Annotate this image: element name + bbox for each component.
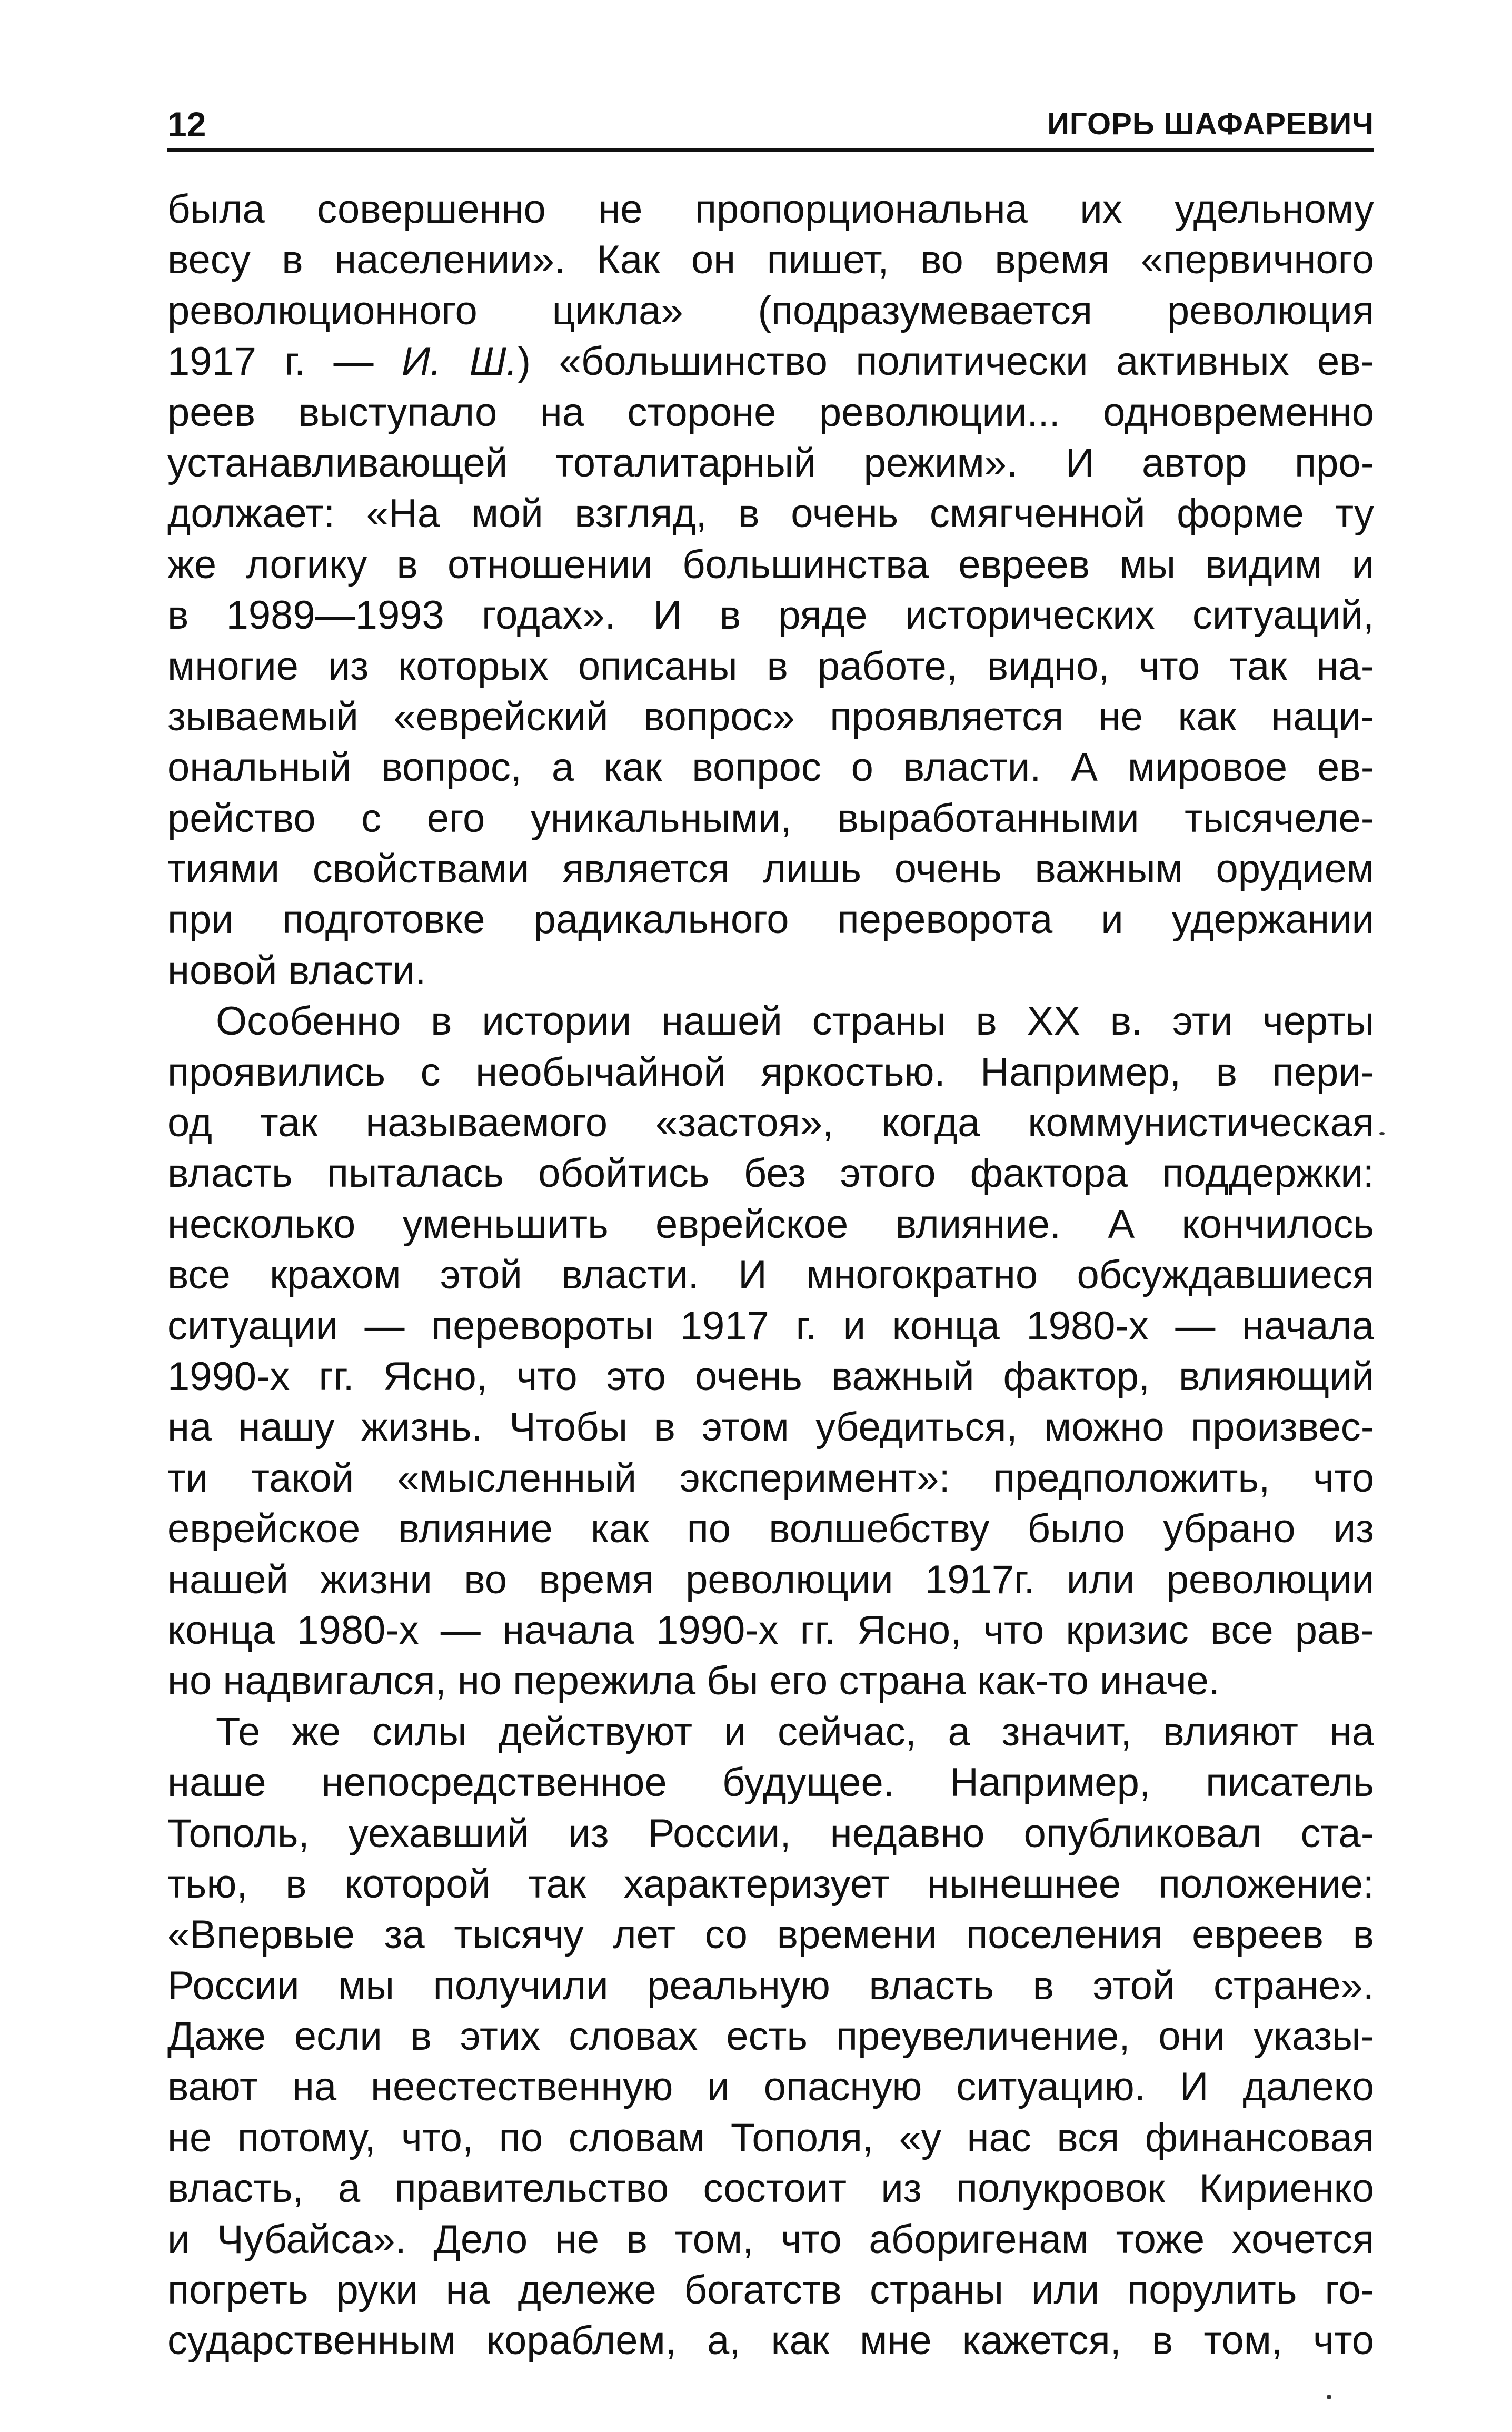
paragraph [167,996,1374,1706]
text-run: ) «большинство политически активных ев- [517,339,1374,384]
text-line: тью, в которой так характеризует нынешнее положение: [167,1861,1374,1907]
text-line: весу в населении». Как он пишет, во время «первичного [167,237,1374,283]
italic-run: И. Ш. [401,339,518,384]
text-line: тиями свойствами является лишь очень важным орудием [167,847,1374,892]
text-line: многие из которых описаны в работе, видно, что так на- [167,643,1374,689]
text-line: власть пыталась обойтись без этого фактора поддержки: [167,1151,1374,1196]
body-text [167,184,1374,2367]
text-line: проявились с необычайной яркостью. Например, в пери- [167,1049,1374,1095]
text-line: 1990-х гг. Ясно, что это очень важный фактор, влияющий [167,1354,1374,1399]
page-header [167,100,1374,152]
text-line: устанавливающей тоталитарный режим». И автор про- [167,440,1374,485]
text-line: власть, а правительство состоит из полукровок Кириенко [167,2166,1374,2211]
text-line: не потому, что, по словам Тополя, «у нас вся финансовая [167,2115,1374,2160]
text-line: од так называемого «застоя», когда коммунистическая [167,1100,1374,1146]
text-line: еврейское влияние как по волшебству было убрано из [167,1506,1374,1552]
text-line: и Чубайса». Дело не в том, что аборигенам тоже хочется [167,2217,1374,2262]
text-line: вают на неестественную и опасную ситуацию. И далеко [167,2064,1374,2110]
text-line: зываемый «еврейский вопрос» проявляется не как наци- [167,694,1374,739]
text-line: наше непосредственное будущее. Например, писатель [167,1760,1374,1805]
text-line: России мы получили реальную власть в этой стране». [167,1963,1374,2008]
text-line: рейство с его уникальными, выработанными тысячеле- [167,796,1374,841]
text-line: сударственным кораблем, а, как мне кажется, в том, что [167,2318,1374,2364]
paragraph [167,1707,1374,2367]
paragraph [167,184,1374,996]
text-line: ти такой «мысленный эксперимент»: предположить, что [167,1455,1374,1501]
text-line: же логику в отношении большинства евреев мы видим и [167,542,1374,587]
text-run: 1917 г. — [167,339,402,384]
running-title: ИГОРЬ ШАФАРЕВИЧ [1047,107,1374,141]
text-line: погреть руки на дележе богатств страны или порулить го- [167,2268,1374,2313]
text-line: ситуации — перевороты 1917 г. и конца 1980-х — начала [167,1303,1374,1348]
text-line: новой власти. [167,948,426,993]
text-line [167,336,1374,387]
text-line: Тополь, уехавший из России, недавно опубликовал ста- [167,1811,1374,1856]
text-line: Даже если в этих словах есть преувеличение, они указы- [167,2014,1374,2059]
text-line: Те же силы действуют и сейчас, а значит, влияют на [216,1709,1374,1754]
text-line: но надвигался, но пережила бы его страна как-то иначе. [167,1659,1220,1704]
text-line: все крахом этой власти. И многократно обсуждавшиеся [167,1253,1374,1298]
page-number: 12 [167,105,206,144]
text-line: ональный вопрос, а как вопрос о власти. А мировое ев- [167,745,1374,790]
text-line: нашей жизни во время революции 1917г. или революции [167,1557,1374,1602]
text-line: должает: «На мой взгляд, в очень смягченной форме ту [167,491,1374,537]
text-line: была совершенно не пропорциональна их удельному [167,187,1374,232]
text-line: революционного цикла» (подразумевается революция [167,288,1374,333]
text-line: в 1989—1993 годах». И в ряде исторических ситуаций, [167,593,1374,638]
text-line: при подготовке радикального переворота и удержании [167,897,1374,942]
text-line: Особенно в истории нашей страны в XX в. эти черты [216,999,1374,1044]
text-line: на нашу жизнь. Чтобы в этом убедиться, можно произвес- [167,1405,1374,1450]
text-line: несколько уменьшить еврейское влияние. А кончилось [167,1202,1374,1247]
text-line: конца 1980-х — начала 1990-х гг. Ясно, что кризис все рав- [167,1607,1374,1653]
text-line: реев выступало на стороне революции... одновременно [167,390,1374,435]
text-line: «Впервые за тысячу лет со времени поселения евреев в [167,1912,1374,1958]
